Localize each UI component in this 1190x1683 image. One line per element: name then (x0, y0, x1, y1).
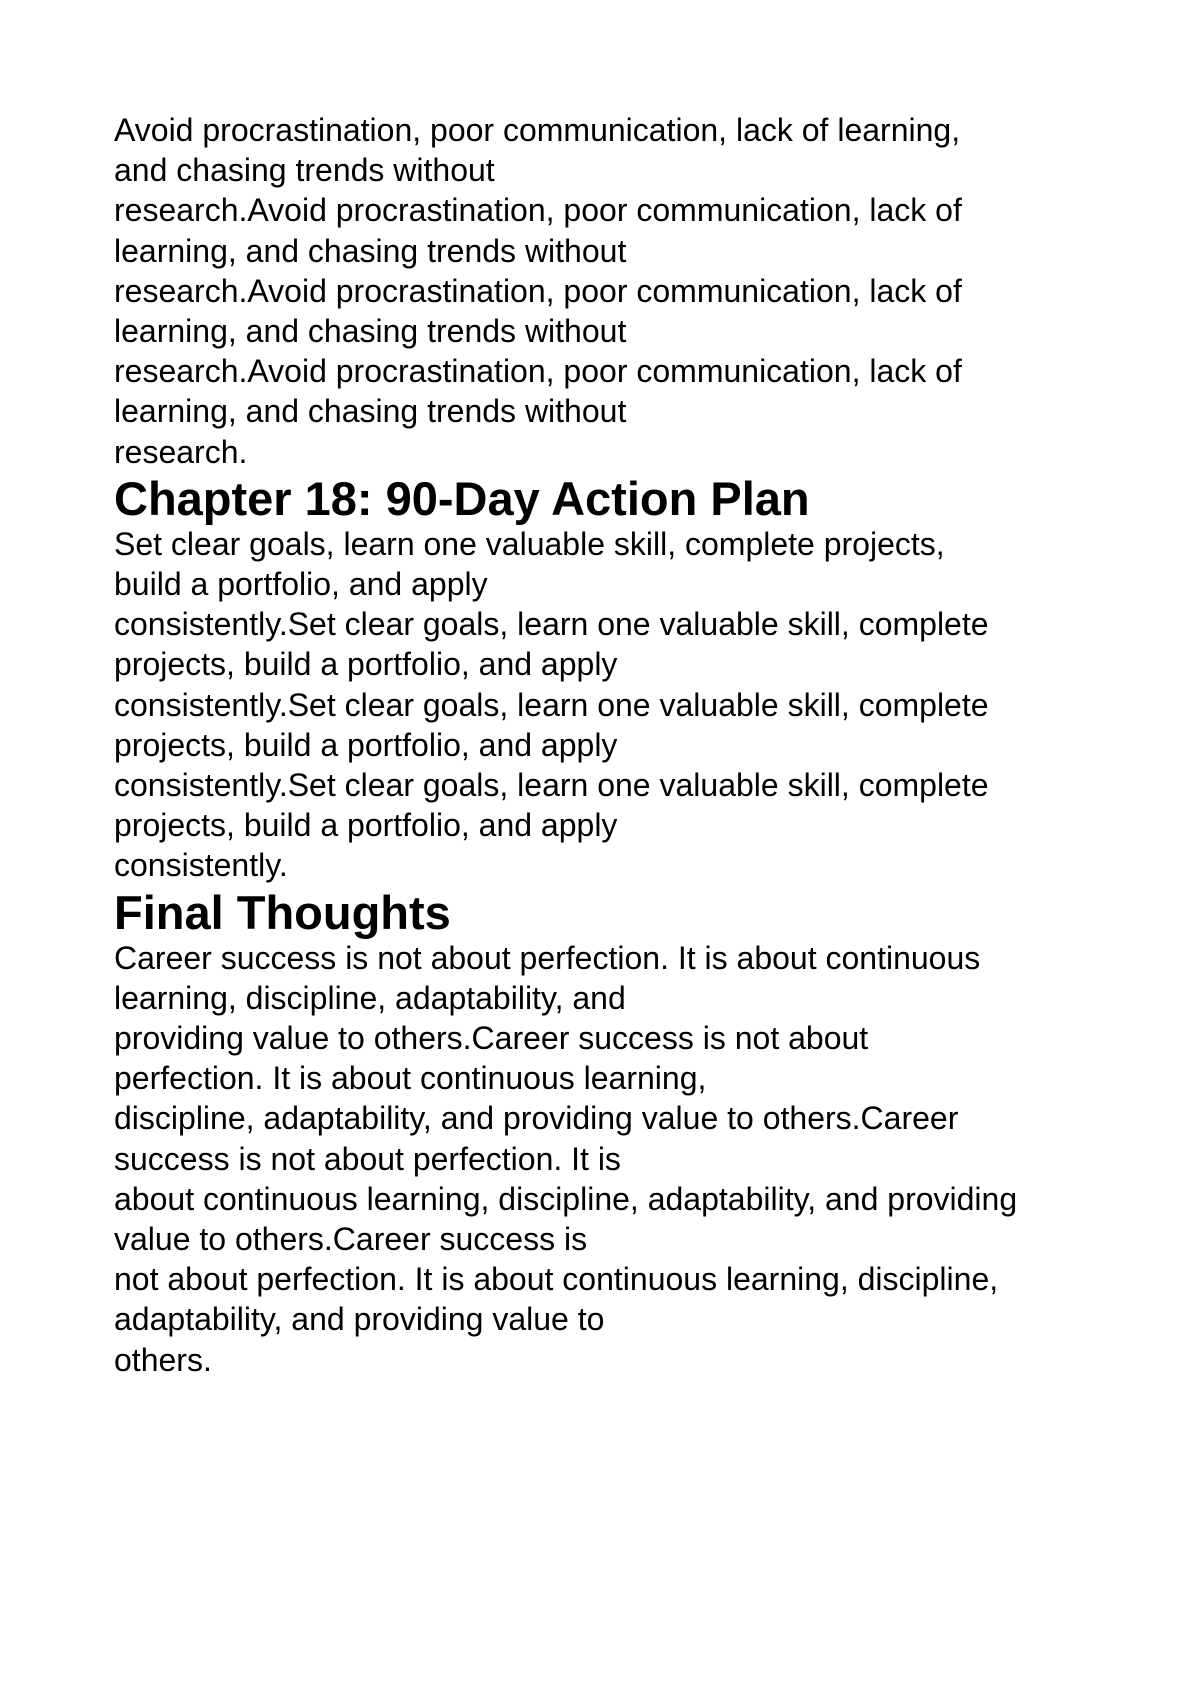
section-heading: Final Thoughts (114, 885, 451, 939)
paragraph-line: not about perfection. It is about continuous learning, discipline, (114, 1261, 999, 1298)
paragraph-line: consistently.Set clear goals, learn one valuable skill, complete (114, 606, 989, 643)
paragraph-line: research.Avoid procrastination, poor communication, lack of (114, 272, 962, 309)
paragraph-line: consistently. (114, 847, 288, 884)
paragraph-line: projects, build a portfolio, and apply (114, 726, 618, 763)
paragraph-line: projects, build a portfolio, and apply (114, 807, 618, 844)
paragraph-line: discipline, adaptability, and providing value to others.Career (114, 1100, 959, 1137)
paragraph-line: Avoid procrastination, poor communication, lack of learning, (114, 112, 961, 148)
chapter-heading: Chapter 18: 90-Day Action Plan (114, 471, 810, 525)
paragraph-line: research.Avoid procrastination, poor communication, lack of (114, 353, 962, 390)
paragraph-line: and chasing trends without (114, 152, 495, 189)
section-final-thoughts (114, 886, 1114, 1380)
paragraph-line: learning, and chasing trends without (114, 313, 627, 350)
paragraph-line: consistently.Set clear goals, learn one valuable skill, complete (114, 767, 989, 804)
paragraph-line: about continuous learning, discipline, adaptability, and providing (114, 1180, 1018, 1217)
paragraph-line: learning, and chasing trends without (114, 232, 627, 269)
paragraph-line: learning, discipline, adaptability, and (114, 979, 626, 1016)
paragraph-line: learning, and chasing trends without (114, 393, 627, 430)
section-mistakes-continuation (114, 110, 1114, 472)
document-body (114, 110, 1114, 1380)
paragraph-line: research.Avoid procrastination, poor communication, lack of (114, 192, 962, 229)
paragraph-line: value to others.Career success is (114, 1221, 588, 1258)
paragraph-line: perfection. It is about continuous learning, (114, 1060, 707, 1097)
paragraph-line: build a portfolio, and apply (114, 566, 488, 603)
section-action-plan (114, 472, 1114, 886)
paragraph-line: adaptability, and providing value to (114, 1301, 605, 1338)
paragraph-line: providing value to others.Career success is not about (114, 1020, 869, 1057)
paragraph-line: success is not about perfection. It is (114, 1140, 621, 1177)
paragraph-line: research. (114, 433, 248, 470)
paragraph-line: Set clear goals, learn one valuable skill, complete projects, (114, 525, 945, 562)
paragraph-line: consistently.Set clear goals, learn one valuable skill, complete (114, 686, 989, 723)
paragraph-line: Career success is not about perfection. It is about continuous (114, 939, 981, 976)
paragraph-line: others. (114, 1341, 212, 1378)
paragraph-line: projects, build a portfolio, and apply (114, 646, 618, 683)
